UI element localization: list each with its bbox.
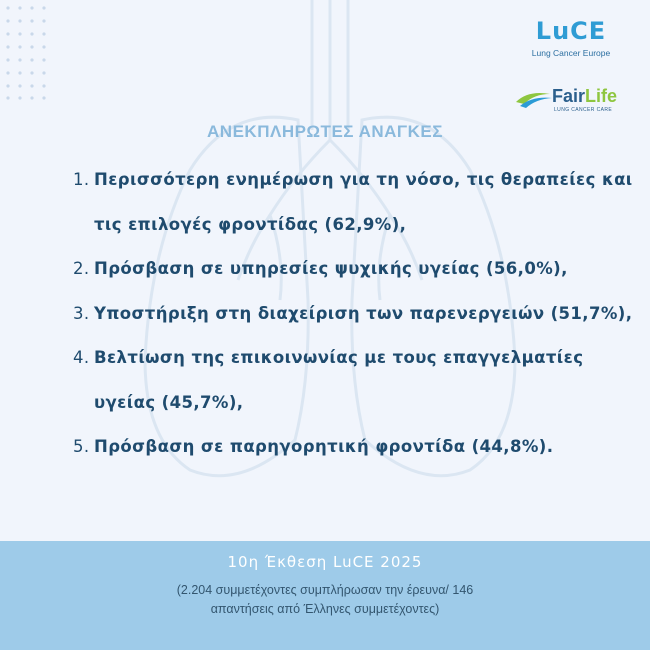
list-item-text: Βελτίωση της επικοινωνίας με τους επαγγελματίες υγείας (45,7%), — [94, 348, 584, 412]
list-item-number: 4. — [73, 348, 90, 367]
list-item — [73, 158, 633, 247]
list-item-number: 5. — [73, 437, 90, 456]
list-item-text: Υποστήριξη στη διαχείριση των παρενεργειών (51,7%), — [94, 303, 633, 323]
list-item-text: Πρόσβαση σε υπηρεσίες ψυχικής υγείας (56,0%), — [94, 259, 568, 278]
dot-grid-decoration — [4, 4, 48, 100]
fairlife-brand-b: Life — [585, 86, 618, 106]
page-title: ΑΝΕΚΠΛΗΡΩΤΕΣ ΑΝΑΓΚΕΣ — [207, 122, 443, 141]
survey-note: (2.204 συμμετέχοντες συμπλήρωσαν την έρευνα/ 146 απαντήσεις από Έλληνες συμμετέχοντες) — [176, 583, 474, 616]
luce-logo-subtitle: Lung Cancer Europe — [531, 48, 611, 58]
report-title: 10η Έκθεση LuCE 2025 — [227, 553, 423, 571]
list-item — [73, 247, 633, 292]
list-item-number: 3. — [73, 303, 90, 323]
luce-logo — [526, 18, 616, 58]
list-item-number: 1. — [73, 170, 90, 189]
fairlife-subtitle: LUNG CANCER CARE — [554, 107, 613, 113]
list-item — [73, 292, 633, 337]
list-item-text: Περισσότερη ενημέρωση για τη νόσο, τις θεραπείες και τις επιλογές φροντίδας (62,9%), — [94, 170, 633, 234]
list-item-text: Πρόσβαση σε παρηγορητική φροντίδα (44,8%). — [94, 437, 554, 456]
fairlife-swoosh-icon — [514, 88, 554, 110]
fairlife-brand — [552, 86, 617, 107]
luce-logo-mark: LuCE — [535, 17, 607, 45]
fairlife-logo — [514, 84, 624, 114]
needs-list — [73, 158, 633, 470]
list-item — [73, 336, 633, 425]
list-item-number: 2. — [73, 259, 90, 278]
list-item — [73, 425, 633, 470]
fairlife-brand-a: Fair — [552, 86, 586, 106]
footer-band — [0, 541, 650, 650]
